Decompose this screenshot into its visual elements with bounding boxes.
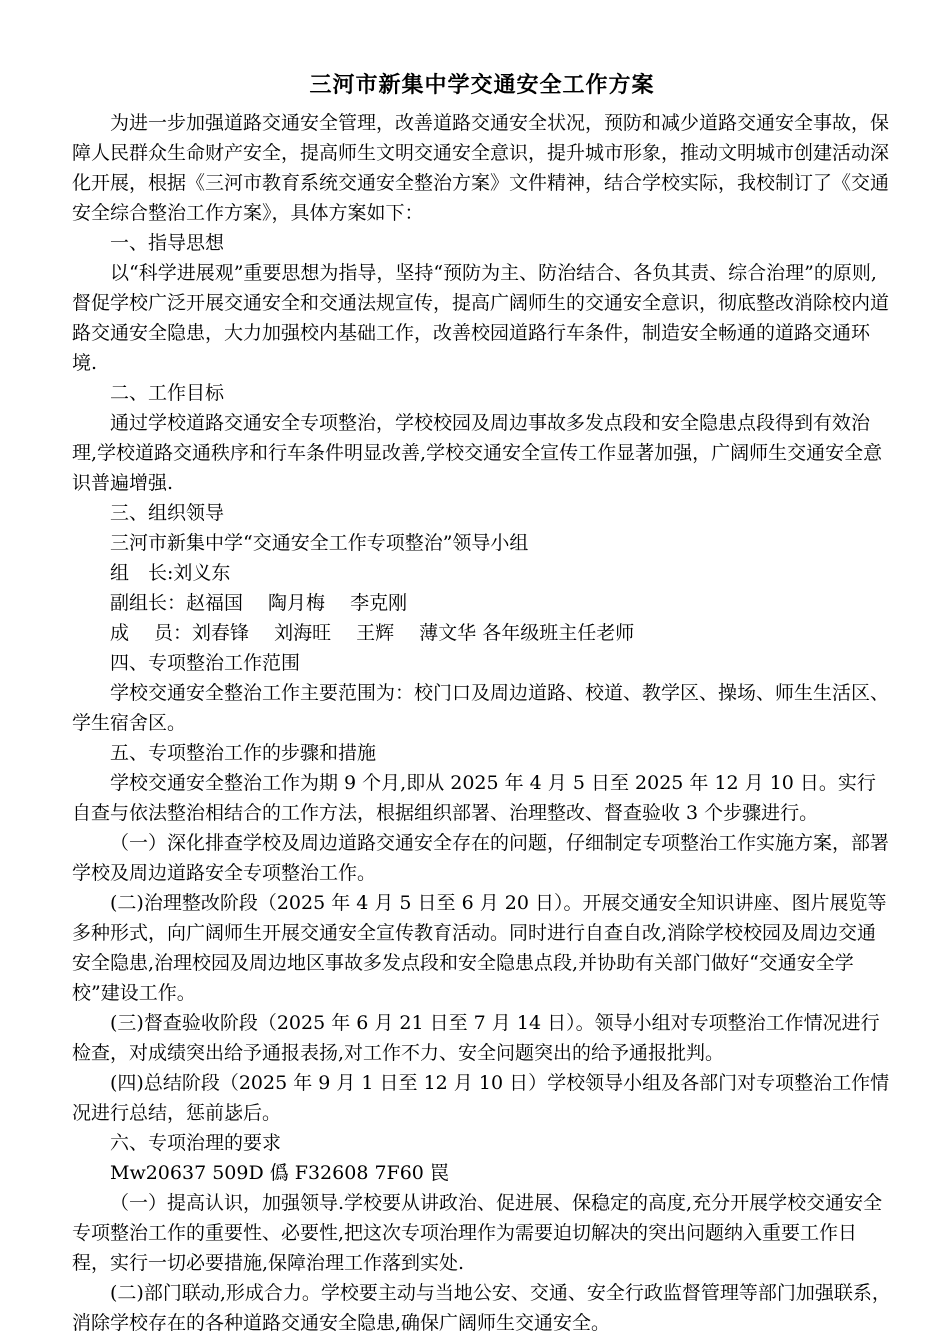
guiding-ideology-paragraph: 以“科学进展观”重要思想为指导，坚持“预防为主、防治结合、各负其责、综合治理”的原则,督促学校广泛开展交通安全和交通法规宣传，提高广阔师生的交通安全意识，彻底整改消除校内道路交通安全隐患，大力加强校内基础工作，改善校园道路行车条件，制造安全畅通的道路交通环境. xyxy=(72,262,890,374)
work-goals-paragraph: 通过学校道路交通安全专项整治，学校校园及周边事故多发点段和安全隐患点段得到有效治理,学校道路交通秩序和行车条件明显改善,学校交通安全宣传工作显著加强，广阔师生交通安全意识普遍增强. xyxy=(72,412,883,494)
deputy-leaders-line: 副组长：赵福国 陶月梅 李克刚 xyxy=(110,592,408,614)
requirement-one-paragraph: （一）提高认识，加强领导.学校要从讲政治、促进展、保稳定的高度,充分开展学校交通安全专项整治工作的重要性、必要性,把这次专项治理作为需要迫切解决的突出问题纳入重要工作日程，实行一切必要措施,保障治理工作落到实处. xyxy=(72,1192,883,1274)
group-leader-line: 组 长:刘义东 xyxy=(110,562,231,584)
step-two-paragraph: (二)治理整改阶段（2025 年 4 月 5 日至 6 月 20 日）。开展交通安全知识讲座、图片展览等多种形式，向广阔师生开展交通安全宣传教育活动。同时进行自查自改,消除学校校园及周边交通安全隐患,治理校园及周边地区事故多发点段和安全隐患点段,并协助有关部门做好“交通安全学校”建设工作。 xyxy=(72,892,887,1004)
section-heading-work-goals: 二、工作目标 xyxy=(110,382,225,404)
step-three-paragraph: (三)督查验收阶段（2025 年 6 月 21 日至 7 月 14 日）。领导小组对专项整治工作情况进行检查，对成绩突出给予通报表扬,对工作不力、安全问题突出的给予通报批判。 xyxy=(72,1012,880,1064)
document-body xyxy=(72,108,892,1338)
steps-paragraph: 学校交通安全整治工作为期 9 个月,即从 2025 年 4 月 5 日至 2025 年 12 月 10 日。实行自查与依法整治相结合的工作方法，根据组织部署、治理整改、督查验收 3 个步骤进行。 xyxy=(72,772,876,824)
section-heading-steps: 五、专项整治工作的步骤和措施 xyxy=(110,742,377,764)
leading-group-name: 三河市新集中学“交通安全工作专项整治”领导小组 xyxy=(110,532,529,554)
section-heading-guiding-ideology: 一、指导思想 xyxy=(110,232,225,254)
garbled-code-line: Mw20637 509D 僞 F32608 7F60 罠 xyxy=(110,1162,449,1184)
requirement-two-paragraph: (二)部门联动,形成合力。学校要主动与当地公安、交通、安全行政监督管理等部门加强联系，消除学校存在的各种道路交通安全隐患,确保广阔师生交通安全。 xyxy=(72,1282,891,1334)
intro-paragraph: 为进一步加强道路交通安全管理，改善道路交通安全状况，预防和减少道路交通安全事故，保障人民群众生命财产安全，提高师生文明交通安全意识，提升城市形象，推动文明城市创建活动深化开展，根据《三河市教育系统交通安全整治方案》文件精神，结合学校实际，我校制订了《交通安全综合整治工作方案》，具体方案如下： xyxy=(72,112,890,224)
section-heading-scope: 四、专项整治工作范围 xyxy=(110,652,301,674)
section-heading-requirements: 六、专项治理的要求 xyxy=(110,1132,282,1154)
members-line: 成 员：刘春锋 刘海旺 王辉 薄文华 各年级班主任老师 xyxy=(110,622,635,644)
scope-paragraph: 学校交通安全整治工作主要范围为：校门口及周边道路、校道、教学区、操场、师生生活区、学生宿舍区。 xyxy=(72,682,890,734)
document-title: 三河市新集中学交通安全工作方案 xyxy=(309,72,655,98)
step-one-paragraph: （一）深化排查学校及周边道路交通安全存在的问题，仔细制定专项整治工作实施方案，部署学校及周边道路安全专项整治工作。 xyxy=(72,832,890,884)
section-heading-organization: 三、组织领导 xyxy=(110,502,225,524)
step-four-paragraph: (四)总结阶段（2025 年 9 月 1 日至 12 月 10 日）学校领导小组及各部门对专项整治工作情况进行总结，惩前毖后。 xyxy=(72,1072,890,1124)
